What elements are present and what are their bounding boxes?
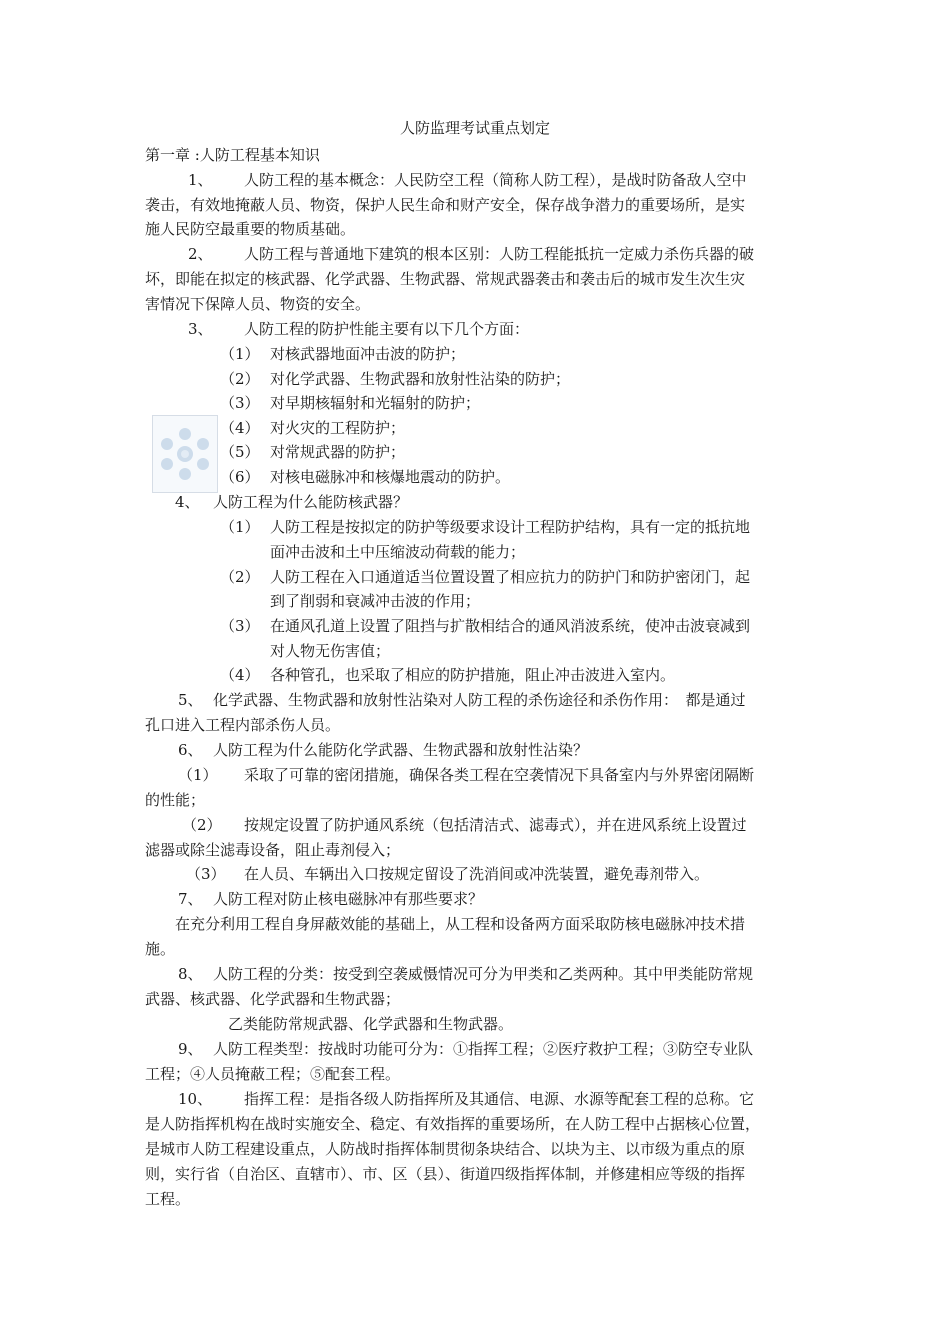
paragraph-text: 指挥工程：是指各级人防指挥所及其通信、电源、水源等配套工程的总称。它 — [244, 1090, 755, 1108]
paragraph-number: 3、 — [188, 320, 213, 338]
paragraph-text: 人防工程的防护性能主要有以下几个方面： — [244, 320, 530, 338]
paragraph-10-line-2: 是人防指挥机构在战时实施安全、稳定、有效指挥的重要场所，在人防工程中占据核心位置， — [145, 1115, 761, 1133]
list-item-text: 按规定设置了防护通风系统（包括清洁式、滤毒式），并在进风系统上设置过 — [244, 816, 747, 834]
list-item-text: 人防工程是按拟定的防护等级要求设计工程防护结构，具有一定的抵抗地 — [270, 518, 751, 536]
list-item-text: 对核武器地面冲击波的防护； — [270, 345, 466, 363]
list-item — [220, 418, 405, 438]
list-item — [220, 442, 405, 462]
paragraph-10-line-1 — [178, 1089, 754, 1109]
list-item-number: （3） — [220, 394, 260, 412]
paragraph-number: 6、 — [178, 741, 203, 759]
paragraph-2-line-3: 害情况下保障人员、物资的安全。 — [145, 295, 371, 313]
list-item — [182, 815, 747, 835]
paragraph-text: 人防工程的基本概念：人民防空工程（简称人防工程），是战时防备敌人空中 — [244, 171, 747, 189]
list-item — [220, 393, 480, 413]
paragraph-number: 8、 — [178, 965, 203, 983]
list-item-number: （3） — [220, 617, 260, 635]
list-item-text: 人防工程在入口通道适当位置设置了相应抗力的防护门和防护密闭门，起 — [270, 568, 751, 586]
paragraph-7-line-2: 在充分利用工程自身屏蔽效能的基础上，从工程和设备两方面采取防核电磁脉冲技术措 — [175, 915, 746, 933]
list-item-text: 对化学武器、生物武器和放射性沾染的防护； — [270, 370, 571, 388]
paragraph-8-line-3: 乙类能防常规武器、化学武器和生物武器。 — [228, 1015, 514, 1033]
paragraph-10-line-3: 是城市人防工程建设重点，人防战时指挥体制贯彻条块结合、以块为主、以市级为重点的原 — [145, 1140, 746, 1158]
list-item-text: 对火灾的工程防护； — [270, 419, 406, 437]
chapter-heading: 第一章 :人防工程基本知识 — [145, 146, 320, 164]
paragraph-text: 化学武器、生物武器和放射性沾染对人防工程的杀伤途径和杀伤作用： 都是通过 — [213, 691, 746, 709]
list-item — [220, 344, 465, 364]
list-item-number: （3） — [186, 865, 226, 883]
list-item — [220, 517, 750, 537]
paragraph-10-line-5: 工程。 — [145, 1190, 191, 1208]
list-item — [220, 467, 510, 487]
list-item-number: （2） — [182, 816, 222, 834]
list-item — [186, 864, 709, 884]
list-item-text: 在通风孔道上设置了阻挡与扩散相结合的通风消波系统，使冲击波衰减到 — [270, 617, 751, 635]
list-item-number: （1） — [220, 345, 260, 363]
paragraph-number: 5、 — [178, 691, 203, 709]
paragraph-number: 2、 — [188, 245, 213, 263]
paragraph-9-line-2: 工程；④人员掩蔽工程；⑤配套工程。 — [145, 1065, 401, 1083]
paragraph-9-line-1 — [178, 1039, 753, 1059]
paragraph-7-line-1 — [178, 889, 483, 909]
paragraph-1-line-2: 袭击，有效地掩蔽人员、物资，保护人民生命和财产安全，保存战争潜力的重要场所，是实 — [145, 196, 746, 214]
list-item — [220, 567, 750, 587]
paragraph-1-line-3: 施人民防空最重要的物质基础。 — [145, 220, 356, 238]
paragraph-text: 人防工程的分类：按受到空袭威慑情况可分为甲类和乙类两种。其中甲类能防常规 — [213, 965, 754, 983]
paragraph-6-line-1 — [178, 740, 588, 760]
list-item-continuation: 到了削弱和衰减冲击波的作用； — [270, 592, 481, 610]
paragraph-8-line-2: 武器、核武器、化学武器和生物武器； — [145, 990, 401, 1008]
paragraph-text: 人防工程类型：按战时功能可分为：①指挥工程；②医疗救护工程；③防空专业队 — [213, 1040, 754, 1058]
list-item-text: 对早期核辐射和光辐射的防护； — [270, 394, 481, 412]
paragraph-8-line-1 — [178, 964, 753, 984]
paragraph-3-line-1 — [188, 319, 529, 339]
snowflake-icon — [153, 416, 217, 492]
paragraph-1-line-1 — [188, 170, 747, 190]
paragraph-text: 人防工程为什么能防化学武器、生物武器和放射性沾染？ — [213, 741, 589, 759]
paragraph-4-line-1 — [175, 492, 408, 512]
list-item — [220, 616, 750, 636]
list-item-text: 各种管孔，也采取了相应的防护措施，阻止冲击波进入室内。 — [270, 666, 676, 684]
list-item-number: （5） — [220, 443, 260, 461]
list-item-text: 在人员、车辆出入口按规定留设了洗消间或冲洗装置，避免毒剂带入。 — [244, 865, 710, 883]
paragraph-number: 7、 — [178, 890, 203, 908]
list-item — [220, 369, 570, 389]
list-item-number: （4） — [220, 419, 260, 437]
list-item-number: （2） — [220, 370, 260, 388]
paragraph-2-line-1 — [188, 244, 754, 264]
list-item — [178, 765, 754, 785]
list-item-continuation: 的性能； — [145, 791, 206, 809]
paragraph-2-line-2: 坏，即能在拟定的核武器、化学武器、生物武器、常规武器袭击和袭击后的城市发生次生灾 — [145, 270, 746, 288]
list-item-text: 对常规武器的防护； — [270, 443, 406, 461]
list-item-continuation: 滤器或除尘滤毒设备，阻止毒剂侵入； — [145, 841, 401, 859]
list-item-number: （1） — [220, 518, 260, 536]
paragraph-number: 4、 — [175, 493, 200, 511]
list-item-text: 对核电磁脉冲和核爆地震动的防护。 — [270, 468, 511, 486]
paragraph-5-line-1 — [178, 690, 746, 710]
list-item-number: （1） — [178, 766, 218, 784]
paragraph-7-line-3: 施。 — [145, 940, 176, 958]
watermark-logo — [152, 415, 218, 493]
paragraph-number: 10、 — [178, 1090, 213, 1108]
list-item-number: （2） — [220, 568, 260, 586]
paragraph-5-line-2: 孔口进入工程内部杀伤人员。 — [145, 716, 341, 734]
document-title: 人防监理考试重点划定 — [399, 119, 550, 137]
paragraph-10-line-4: 则，实行省（自治区、直辖市）、市、区（县）、街道四级指挥体制，并修建相应等级的指挥 — [145, 1165, 746, 1183]
paragraph-text: 人防工程对防止核电磁脉冲有那些要求？ — [213, 890, 484, 908]
list-item-continuation: 面冲击波和土中压缩波动荷载的能力； — [270, 543, 526, 561]
list-item-continuation: 对人物无伤害值； — [270, 642, 391, 660]
list-item-number: （6） — [220, 468, 260, 486]
paragraph-number: 9、 — [178, 1040, 203, 1058]
paragraph-number: 1、 — [188, 171, 213, 189]
paragraph-text: 人防工程为什么能防核武器？ — [213, 493, 409, 511]
list-item — [220, 665, 675, 685]
paragraph-text: 人防工程与普通地下建筑的根本区别：人防工程能抵抗一定威力杀伤兵器的破 — [244, 245, 755, 263]
list-item-text: 采取了可靠的密闭措施，确保各类工程在空袭情况下具备室内与外界密闭隔断 — [244, 766, 755, 784]
list-item-number: （4） — [220, 666, 260, 684]
